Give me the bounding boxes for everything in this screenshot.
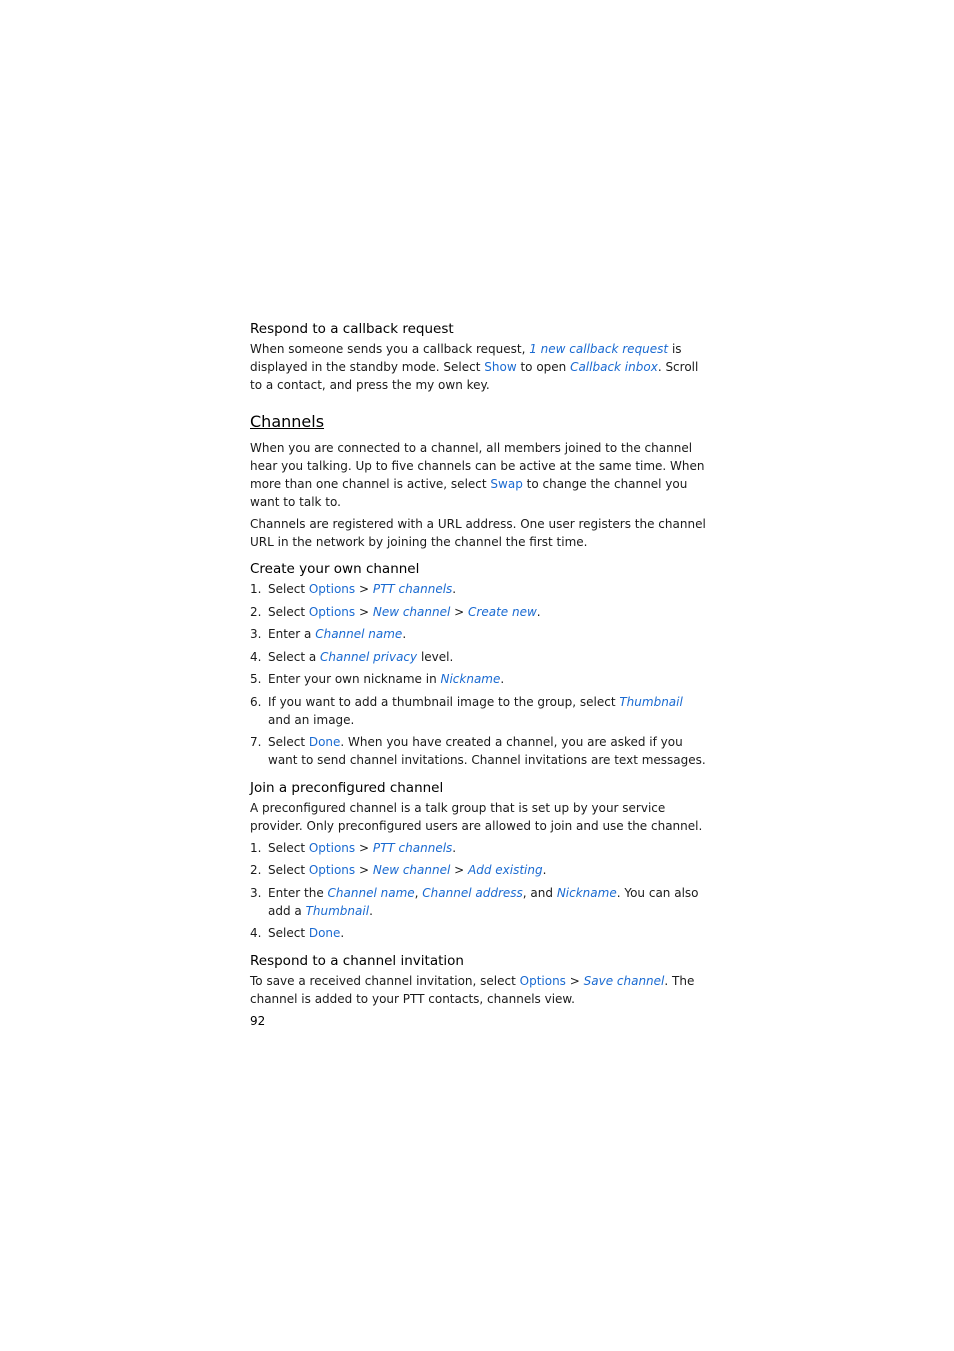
channel-name-label: Channel name [327,885,415,900]
create-channel-section [250,560,706,769]
callback-inbox-label: Callback inbox [570,360,658,374]
nickname-label: Nickname [440,672,501,686]
new-channel-label: New channel [372,863,451,877]
channels-paragraph-2: Channels are registered with a URL address. One user registers the channel URL in the network by joining the channel the first time. [250,517,706,549]
callback-section [250,320,706,394]
channels-paragraph-1: When you are connected to a channel, all members joined to the channel hear you talking. Up to five channels can be active at the same time. When more than one channel is active, select Swap to change the channel you want to talk to. [250,441,705,509]
channel-privacy-label: Channel privacy [320,649,418,664]
thumbnail-label: Thumbnail [305,903,370,918]
save-channel-label: Save channel [583,973,665,988]
create-channel-steps [250,580,706,769]
page-content [250,320,706,1008]
page-number: 92 [250,1014,266,1028]
join-channel-heading: Join a preconfigured channel [250,779,444,796]
create-channel-heading: Create your own channel [250,561,420,577]
list-item: 3. Enter the Channel name, Channel address, and Nickname. You can also add a Thumbnail. [250,885,699,918]
swap-command: Swap [490,477,523,491]
list-item: 5. Enter your own nickname in Nickname. [250,672,505,686]
list-item: 1. Select Options > PTT channels. [250,840,457,855]
join-channel-intro: A preconfigured channel is a talk group that is set up by your service provider. Only preconfigured users are allowed to join and use the channel. [250,800,703,833]
channel-name-label: Channel name [315,627,403,641]
join-channel-steps [250,839,706,943]
channels-section [250,411,706,551]
show-command: Show [484,360,517,374]
add-existing-label: Add existing [468,863,543,877]
options-command: Options [308,582,356,596]
options-command: Options [308,604,356,619]
channels-heading: Channels [250,412,325,431]
options-command: Options [308,840,356,855]
options-command: Options [519,973,566,988]
create-new-label: Create new [468,604,537,619]
done-command: Done [308,735,341,749]
list-item: 2. Select Options > New channel > Add existing. [250,863,547,877]
ptt-channels-label: PTT channels [372,840,453,855]
callback-paragraph: When someone sends you a callback request, 1 new callback request is displayed in the standby mode. Select Show to open Callback inbox. Scroll to a contact, and press the my own key. [250,342,699,392]
join-channel-section [250,779,706,943]
list-item: 7. Select Done. When you have created a channel, you are asked if you want to send channel invitations. Channel invitations are text messages. [250,735,706,767]
invitation-heading: Respond to a channel invitation [250,952,464,969]
done-command: Done [308,926,341,940]
list-item: 1. Select Options > PTT channels. [250,582,457,596]
callback-heading: Respond to a callback request [250,321,454,337]
list-item: 3. Enter a Channel name. [250,627,407,641]
callback-request-label: 1 new callback request [529,342,669,356]
list-item: 4. Select a Channel privacy level. [250,649,454,664]
invitation-section [250,952,706,1008]
list-item: 6. If you want to add a thumbnail image to the group, select Thumbnail and an image. [250,694,683,727]
new-channel-label: New channel [372,604,451,619]
ptt-channels-label: PTT channels [372,582,453,596]
list-item: 2. Select Options > New channel > Create new. [250,604,541,619]
invitation-paragraph: To save a received channel invitation, select Options > Save channel. The channel is added to your PTT contacts, channels view. [250,973,695,1006]
channel-address-label: Channel address [422,885,523,900]
nickname-label: Nickname [556,885,617,900]
list-item: 4. Select Done. [250,926,345,940]
thumbnail-label: Thumbnail [619,694,683,709]
options-command: Options [308,863,356,877]
